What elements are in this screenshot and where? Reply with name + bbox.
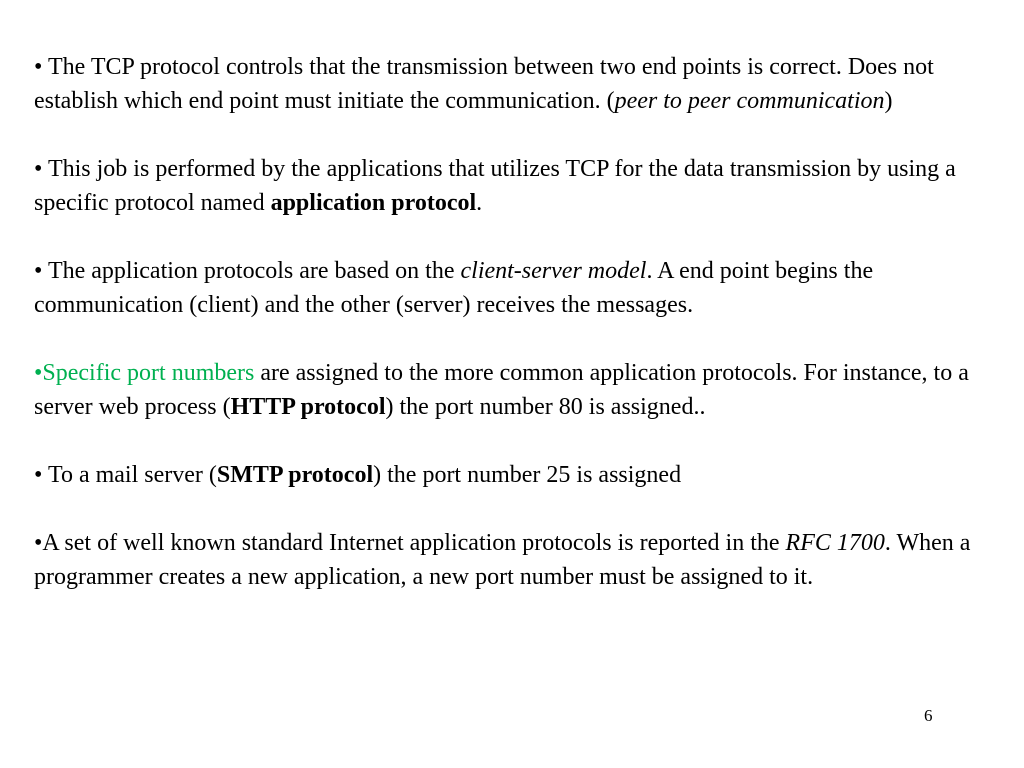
slide-body	[34, 50, 1009, 628]
text-segment: • To a mail server (	[34, 462, 217, 488]
text-segment: . A end point begins the communication (client) and the other (server) receives the messages.	[34, 258, 874, 318]
text-segment-italic: peer to peer communication	[614, 88, 885, 114]
text-segment: )	[884, 88, 893, 114]
paragraph-application-protocol	[34, 152, 1009, 220]
text-segment-bold: application protocol	[270, 190, 477, 216]
paragraph-tcp-correctness	[34, 50, 1009, 118]
paragraph-smtp	[34, 458, 1009, 492]
text-segment: . When a programmer creates a new application, a new port number must be assigned to it.	[34, 530, 971, 590]
paragraph-port-numbers	[34, 356, 1009, 424]
text-segment-italic: RFC 1700	[785, 530, 885, 556]
text-segment: • This job is performed by the applications that utilizes TCP for the data transmission by using a specific protocol named	[34, 156, 956, 216]
text-segment: ) the port number 25 is assigned	[373, 462, 682, 488]
paragraph-client-server	[34, 254, 1009, 322]
text-segment: .	[476, 190, 483, 216]
page-number: 6	[924, 706, 933, 725]
text-segment-highlight: •Specific port numbers	[34, 360, 255, 386]
paragraph-rfc	[34, 526, 1009, 594]
text-segment-bold: SMTP protocol	[216, 462, 374, 488]
text-segment-italic: client-server model	[460, 258, 647, 284]
text-segment: are assigned to the more common application protocols. For instance, to a server web process (	[34, 360, 969, 420]
text-segment: • The application protocols are based on the	[34, 258, 461, 284]
text-segment: ) the port number 80 is assigned..	[385, 394, 706, 420]
text-segment-bold: HTTP protocol	[230, 394, 386, 420]
text-segment: •A set of well known standard Internet application protocols is reported in the	[34, 530, 786, 556]
text-segment: • The TCP protocol controls that the transmission between two end points is correct. Does not establish which end point must initiate the communication. (	[34, 54, 934, 114]
